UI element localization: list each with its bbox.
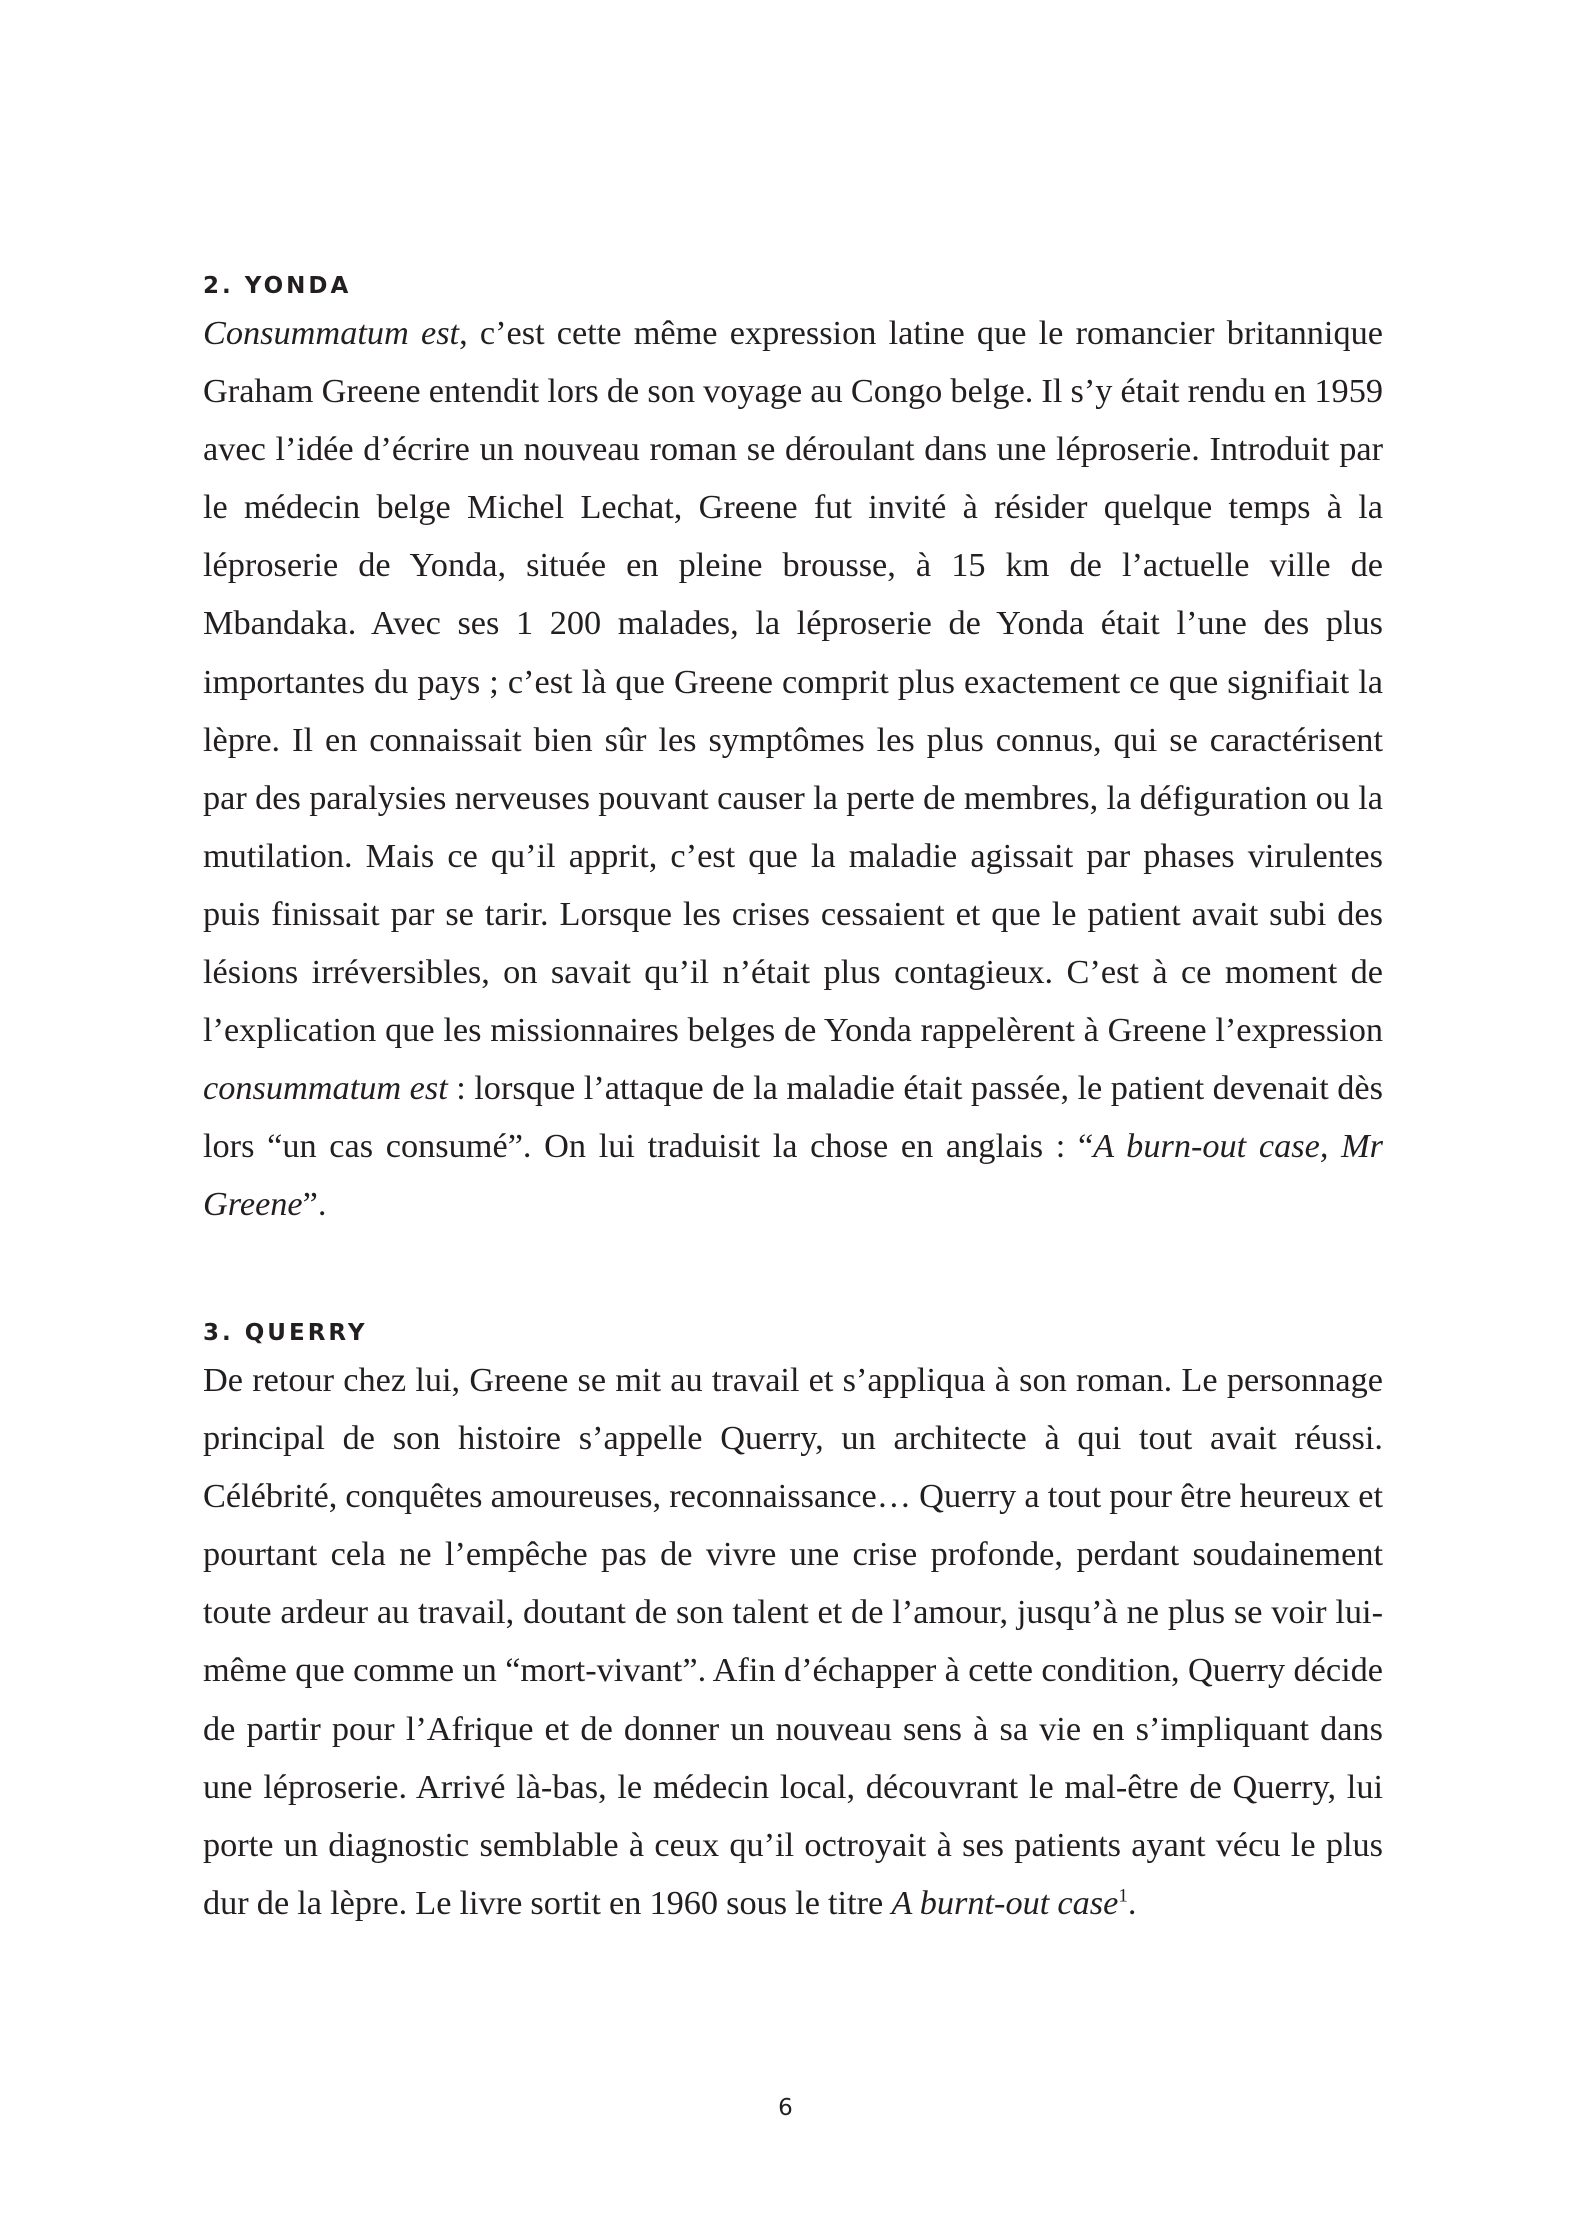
text-run: ”. bbox=[302, 1185, 327, 1224]
text-run: , c’est cette même expression latine que le romancier britannique Graham Greene entendit lors de son voyage au Congo belge. Il s’y était rendu en 1959 avec l’idée d’écrire un nouveau roman se déroulant dans une léproserie. Introduit par le médecin belge Michel Lechat, Greene fut invité à résider quelque temps à la léproserie de Yonda, située en pleine brousse, à 15 km de l’actuelle ville de Mbandaka. Avec ses 1 200 malades, la léproserie de Yonda était l’une des plus importantes du pays ; c’est là que Greene comprit plus exactement ce que signifiait la lèpre. Il en connaissait bien sûr les symptômes les plus connus, qui se caractérisent par des paralysies nerveuses pouvant causer la perte de membres, la défiguration ou la mutilation. Mais ce qu’il apprit, c’est que la maladie agissait par phases virulentes puis finissait par se tarir. Lorsque les crises cessaient et que le patient avait subi des lésions irréversibles, on savait qu’il n’était plus contagieux. C’est à ce moment de l’explication que les missionnaires belges de Yonda rappelèrent à Greene l’expression bbox=[203, 314, 1383, 1050]
page-number: 6 bbox=[778, 2095, 793, 2121]
section-querry bbox=[203, 1315, 1383, 1932]
text-run: De retour chez lui, Greene se mit au travail et s’appliqua à son roman. Le personnage principal de son histoire s’appelle Querry, un architecte à qui tout avait réussi. Célébrité, conquêtes amoureuses, reconnaissance… Querry a tout pour être heureux et pourtant cela ne l’empêche pas de vivre une crise profonde, perdant soudainement toute ardeur au travail, doutant de son talent et de l’amour, jusqu’à ne plus se voir lui-même que comme un “mort-vivant”. Afin d’échapper à cette condition, Querry décide de partir pour l’Afrique et de donner un nouveau sens à sa vie en s’impliquant dans une léproserie. Arrivé là-bas, le médecin local, découvrant le mal-être de Querry, lui porte un diagnostic semblable à ceux qu’il octroyait à ses patients ayant vécu le plus dur de la lèpre. Le livre sortit en 1960 sous le titre bbox=[203, 1361, 1383, 1922]
section-heading: 2. YONDA bbox=[203, 273, 352, 299]
italic-run: A burnt-out case bbox=[891, 1883, 1119, 1922]
section-paragraph bbox=[203, 1351, 1383, 1932]
section-paragraph bbox=[203, 304, 1383, 1234]
text-run: . bbox=[1127, 1883, 1137, 1922]
section-heading: 3. QUERRY bbox=[203, 1320, 368, 1346]
italic-run: Consummatum est bbox=[203, 314, 460, 352]
section-yonda bbox=[203, 268, 1383, 1234]
footnote-marker[interactable]: 1 bbox=[1118, 1885, 1128, 1907]
text-run: : lorsque l’attaque de la maladie était passée, le patient devenait dès lors “un cas consumé”. On lui traduisit la chose en anglais : “ bbox=[203, 1069, 1383, 1166]
italic-run: consummatum est bbox=[203, 1069, 448, 1108]
italic-run: A burn-out case, Mr Greene bbox=[203, 1127, 1383, 1224]
